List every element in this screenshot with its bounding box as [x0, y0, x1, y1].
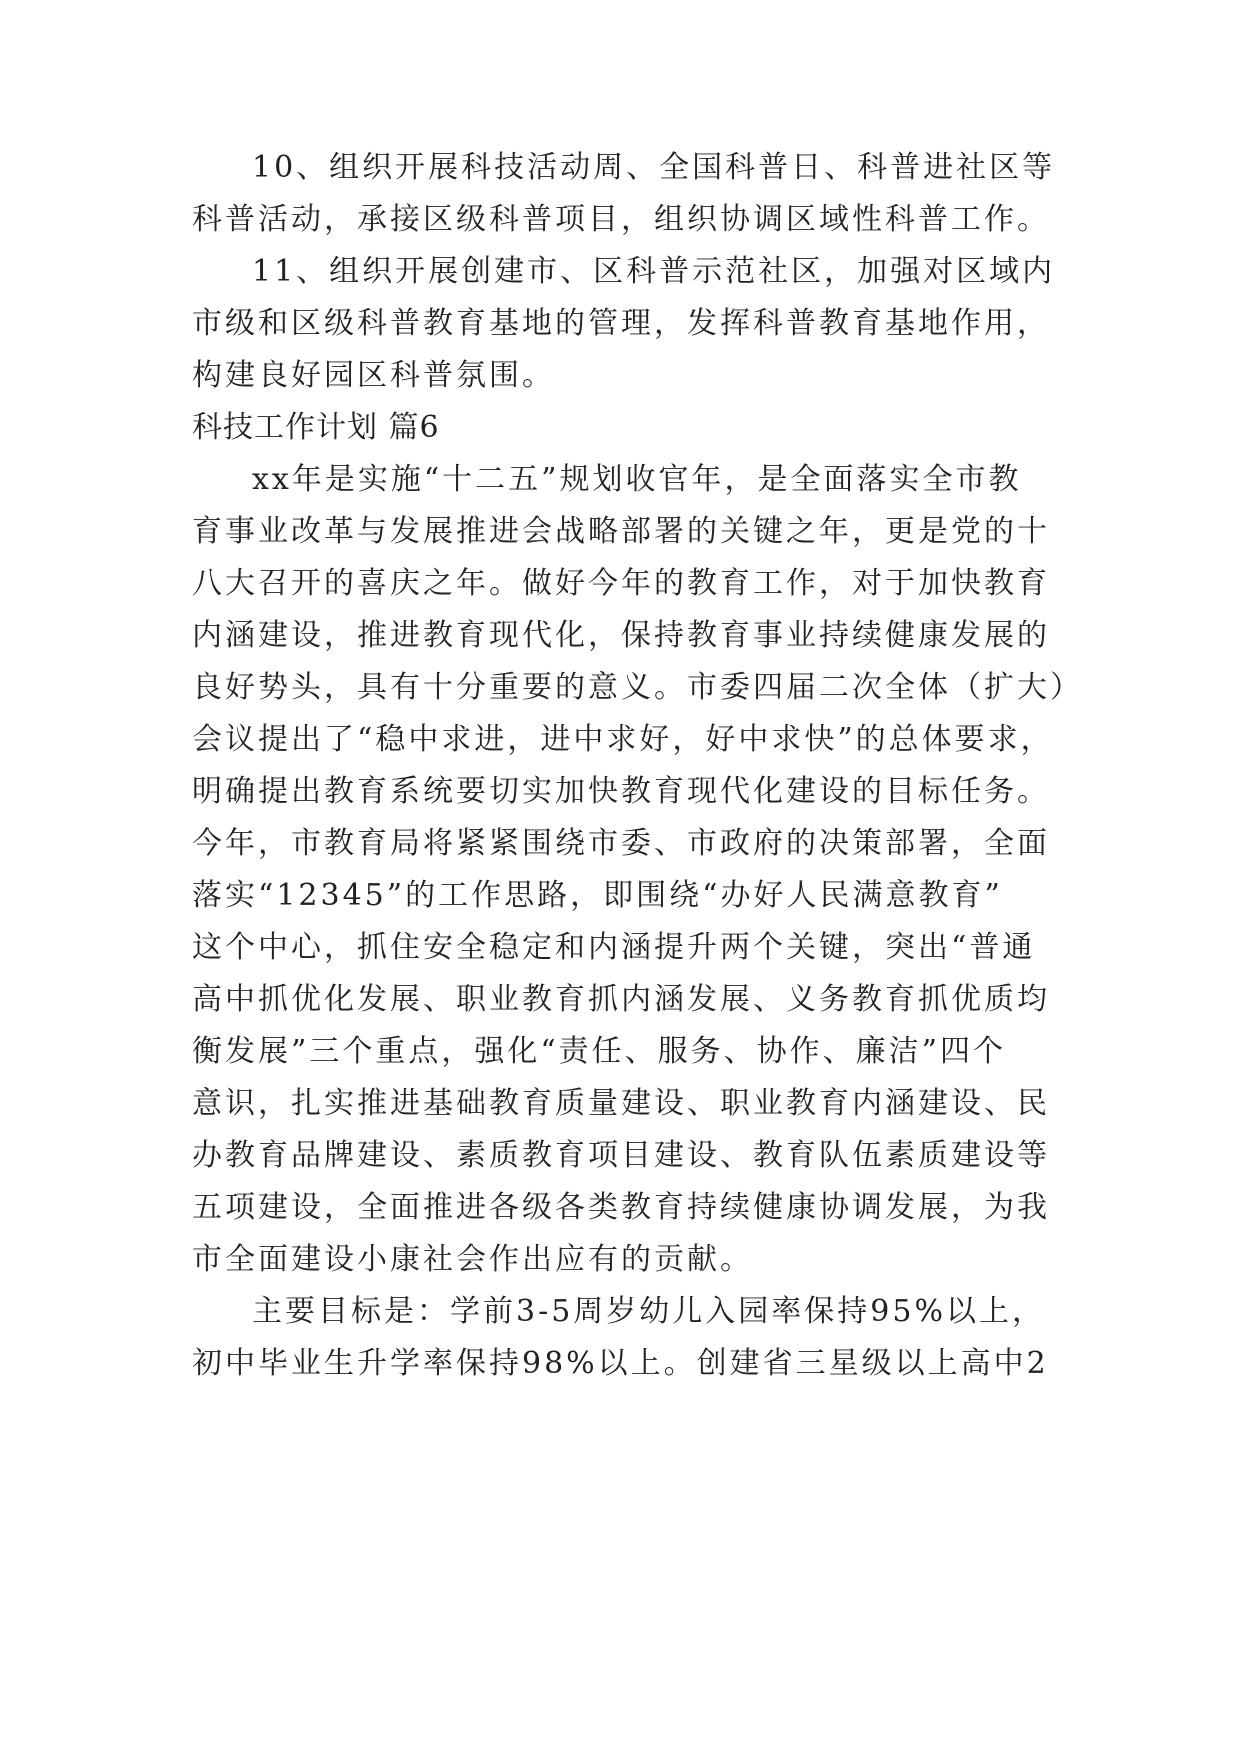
intro-paragraph-line-12: 衡发展”三个重点，强化“责任、服务、协作、廉洁”四个: [192, 1034, 1007, 1069]
paragraph-11-line-1: 11、组织开展创建市、区科普示范社区，加强对区域内: [252, 254, 1056, 289]
paragraph-10-line-1: 10、组织开展科技活动周、全国科普日、科普进社区等: [252, 150, 1056, 185]
intro-paragraph-line-3: 八大召开的喜庆之年。做好今年的教育工作，对于加快教育: [192, 566, 1050, 601]
paragraph-11-line-2: 市级和区级科普教育基地的管理，发挥科普教育基地作用，: [192, 306, 1050, 341]
intro-paragraph-line-9: 落实“12345”的工作思路，即围绕“办好人民满意教育”: [192, 878, 1003, 913]
intro-paragraph-line-10: 这个中心，抓住安全稳定和内涵提升两个关键，突出“普通: [192, 930, 1036, 965]
intro-paragraph-line-13: 意识，扎实推进基础教育质量建设、职业教育内涵建设、民: [192, 1086, 1050, 1121]
goals-paragraph-line-2: 初中毕业生升学率保持98%以上。创建省三星级以上高中2: [192, 1346, 1049, 1381]
intro-paragraph-line-1: xx年是实施“十二五”规划收官年，是全面落实全市教: [252, 462, 1022, 497]
intro-paragraph-line-14: 办教育品牌建设、素质教育项目建设、教育队伍素质建设等: [192, 1138, 1050, 1173]
intro-paragraph-line-5: 良好势头，具有十分重要的意义。市委四届二次全体（扩大）: [192, 670, 1083, 705]
paragraph-11-line-3: 构建良好园区科普氛围。: [192, 358, 555, 393]
intro-paragraph-line-7: 明确提出教育系统要切实加快教育现代化建设的目标任务。: [192, 774, 1050, 809]
intro-paragraph-line-4: 内涵建设，推进教育现代化，保持教育事业持续健康发展的: [192, 618, 1050, 653]
paragraph-10-line-2: 科普活动，承接区级科普项目，组织协调区域性科普工作。: [192, 202, 1050, 237]
intro-paragraph-line-8: 今年，市教育局将紧紧围绕市委、市政府的决策部署，全面: [192, 826, 1050, 861]
goals-paragraph-line-1: 主要目标是：学前3-5周岁幼儿入园率保持95%以上，: [252, 1294, 1045, 1329]
intro-paragraph-line-11: 高中抓优化发展、职业教育抓内涵发展、义务教育抓优质均: [192, 982, 1050, 1017]
intro-paragraph-line-15: 五项建设，全面推进各级各类教育持续健康协调发展，为我: [192, 1190, 1050, 1225]
intro-paragraph-line-6: 会议提出了“稳中求进，进中求好，好中求快”的总体要求，: [192, 722, 1054, 757]
section-heading: 科技工作计划 篇6: [192, 410, 440, 445]
intro-paragraph-line-2: 育事业改革与发展推进会战略部署的关键之年，更是党的十: [192, 514, 1050, 549]
intro-paragraph-line-16: 市全面建设小康社会作出应有的贡献。: [192, 1242, 753, 1277]
